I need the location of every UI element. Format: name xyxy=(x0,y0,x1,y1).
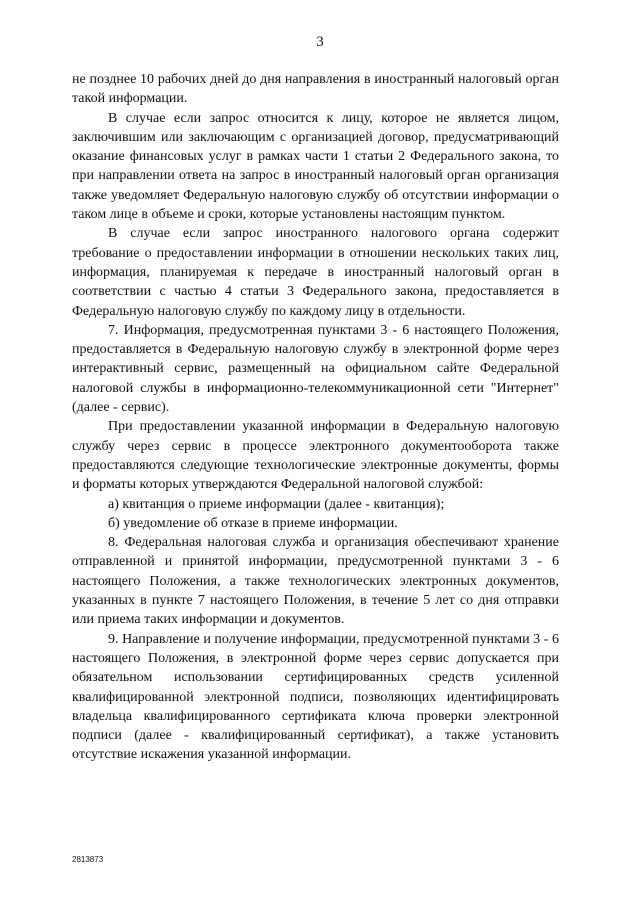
paragraph: При предоставлении указанной информации в Федеральную налоговую службу через сервис в процессе электронного документооборота также предоставляются следующие технологические электронные документы, формы и форматы которых утверждаются Федеральной налоговой службой: xyxy=(72,419,559,493)
paragraph: 9. Направление и получение информации, предусмотренной пунктами 3 - 6 настоящего Положения, в электронной форме через сервис допускается при обязательном использовании сертифицированных средств усиленной квалифицированной электронной подписи, позволяющих идентифицировать владельца квалифицированного сертификата ключа проверки электронной подписи (далее - квалифицированный сертификат), а также установить отсутствие искажения указанной информации. xyxy=(72,631,559,763)
paragraph: а) квитанция о приеме информации (далее - квитанция); xyxy=(108,496,445,512)
page-number: 3 xyxy=(316,34,324,50)
document-body xyxy=(72,70,559,765)
document-code: 2813873 xyxy=(72,855,104,864)
paragraph: не позднее 10 рабочих дней до дня направления в иностранный налоговый орган такой информации. xyxy=(72,72,559,107)
paragraph: б) уведомление об отказе в приеме информации. xyxy=(108,515,398,531)
paragraph: В случае если запрос иностранного налогового органа содержит требование о предоставлении информации в отношении нескольких таких лиц, информация, планируемая к передаче в иностранный налоговый орган в соответствии с частью 4 статьи 3 Федерального закона, предоставляется в Федеральную налоговую службу по каждому лицу в отдельности. xyxy=(72,226,559,319)
paragraph: В случае если запрос относится к лицу, которое не является лицом, заключившим или заключающим с организацией договор, предусматривающий оказание финансовых услуг в рамках части 1 статьи 2 Федерального закона, то при направлении ответа на запрос в иностранный налоговый орган организация также уведомляет Федеральную налоговую службу об отсутствии информации о таком лице в объеме и сроки, которые установлены настоящим пунктом. xyxy=(72,110,559,223)
paragraph: 7. Информация, предусмотренная пунктами 3 - 6 настоящего Положения, предоставляется в Федеральную налоговую службу в электронной форме через интерактивный сервис, размещенный на официальном сайте Федеральной налоговой службы в информационно-телекоммуникационной сети "Интернет" (далее - сервис). xyxy=(72,322,559,416)
paragraph: 8. Федеральная налоговая служба и организация обеспечивают хранение отправленной и принятой информации, предусмотренной пунктами 3 - 6 настоящего Положения, а также технологических электронных документов, указанных в пункте 7 настоящего Положения, в течение 5 лет со дня отправки или приема таких информации и документов. xyxy=(72,535,559,628)
